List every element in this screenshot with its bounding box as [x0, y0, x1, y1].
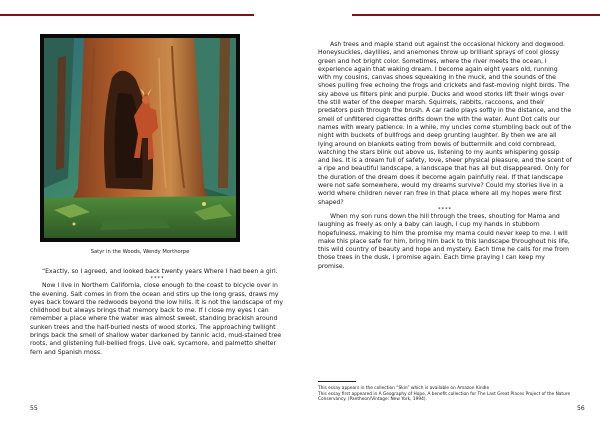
footnote: This essay first appeared in A Geography of Hope, A benefit collection for The Last Great Places Project of the Nature Conservancy. (Pantheon/Vintage: New York, 1994). [318, 391, 571, 403]
paragraph: “Exactly, so I agreed, and looked back twenty years Where I had been a girl. [42, 268, 278, 275]
header-rule-right [352, 14, 600, 16]
footnotes [318, 386, 578, 403]
right-page [300, 0, 600, 424]
section-separator: **** [438, 206, 452, 213]
header-rule-left [0, 14, 254, 16]
painting-figure [40, 34, 240, 242]
footnote-rule [318, 381, 356, 382]
left-body-text [30, 268, 285, 357]
figure-caption: Satyr in the Woods, Wendy Morthorpe [90, 249, 190, 255]
painting-image [44, 38, 236, 238]
paragraph: Now I live in Northern California, close enough to the coast to bicycle over in the evening. Salt comes in from the ocean and stirs up the long grass, draws my eyes back toward the redwoods beyond the low hills. It is not the landscape of my childhood but always brings that memory back to me. If I close my eyes I can remember a place where the water was almost sweet, standing brackish around sunken trees and the half-buried nests of wood storks. The approaching twilight brings back the smell of shallow water darkened by tannic acid, mud-stained tree roots, and glistening full-bellied frogs. Live oak, sycamore, and palmetto shelter fern and Spanish moss. [30, 282, 283, 356]
paragraph: When my son runs down the hill through the trees, shouting for Mama and laughing as freely as only a baby can laugh, I cup my hands in stubborn hopefulness, making to him the promise my mama could never keep to me. I will make this place safe for him, bring him back to this landscape throughout his life, this wild country of beauty and hope and mystery. Each time he calls for me from those trees in the dusk, I promise again. Each time praying I can keep my promise. [318, 212, 570, 270]
right-body-text [318, 41, 572, 271]
page-number-left: 55 [30, 405, 38, 412]
page-number-right: 56 [577, 405, 585, 412]
footnote: This essay appears in the collection “Skin” which is available on Amazon Kindle [318, 386, 490, 391]
section-separator: **** [150, 276, 165, 283]
paragraph: Ash trees and maple stand out against the occasional hickory and dogwood. Honeysuckles, daylilies, and anemones throw up brilliant sprays of cool glossy green and hot bright color. Sometimes, where the river meets the ocean, I experience again that waking dream. I become again eight years old, running with my cousins, canvas shoes squeaking in the muck, and the sounds of the shoes pulling free echoing the frogs and crickets and fast-moving night birds. The sky above us filters pink and purple. Ducks and wood storks lift their wings over the still water of the deeper marsh. Squirrels, rabbits, raccoons, and their predators push through the brush. A car radio plays softly in the distance, and the smell of unfiltered cigarettes drifts down the with the water. Aunt Dot calls our names with weary patience. In a while, my uncles come stumbling back out of the night with buckets of bullfrogs and deep grunting laughter. By then we are all lying around on blankets eating from bowls of buttermilk and cold cornbread, watching the stars blink out above us, listening to my aunts whispering gossip and lies. It is a dream full of safety, love, sheer physical pleasure, and the scent of a ripe and beautiful landscape, a landscape that has all but disappeared. Only for the duration of the dream does it become again painfully real. If that landscape were not safe somewhere, would my dreams survive? Could my stories live in a world where children never ran free in that place where all my hopes were first shaped? [318, 41, 572, 206]
